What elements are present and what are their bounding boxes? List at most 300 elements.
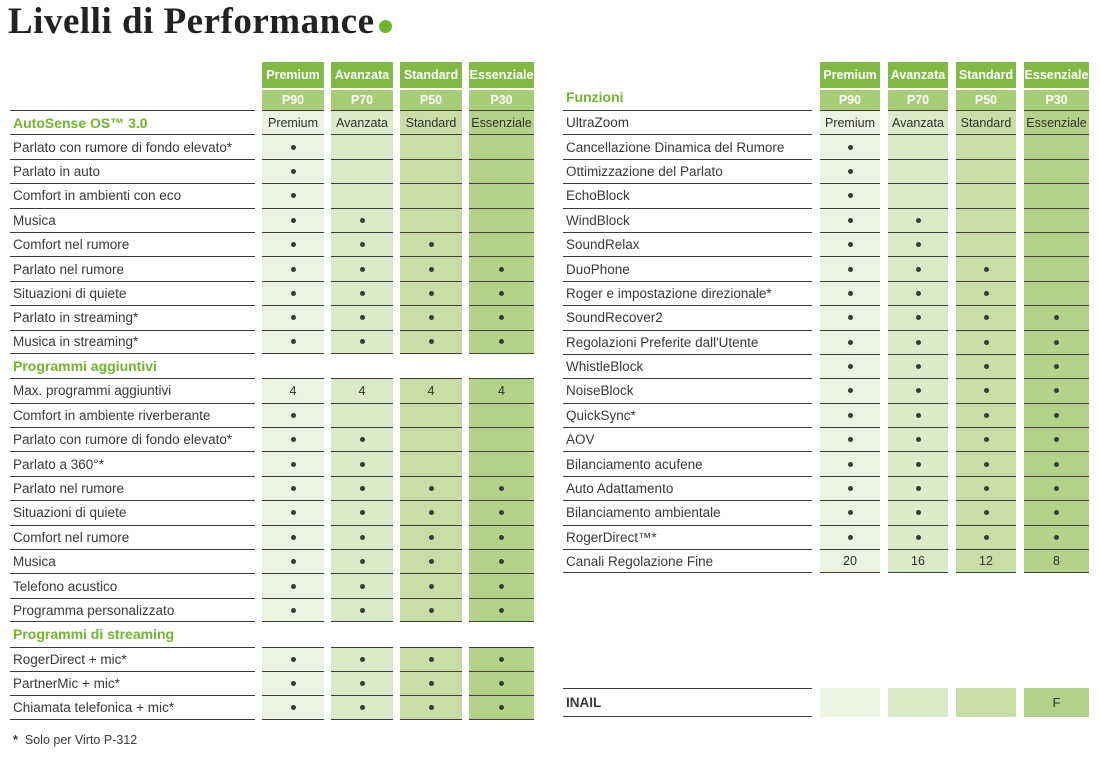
feature-cell	[820, 688, 880, 717]
feature-cell	[956, 525, 1016, 549]
availability-dot-icon	[429, 584, 434, 589]
availability-dot-icon	[360, 681, 365, 686]
availability-dot-icon	[499, 681, 504, 686]
feature-cell	[888, 427, 948, 451]
availability-dot-icon	[916, 535, 921, 540]
availability-dot-icon	[916, 364, 921, 369]
availability-dot-icon	[916, 242, 921, 247]
availability-dot-icon	[429, 559, 434, 564]
feature-cell	[888, 688, 948, 717]
table-row	[10, 451, 534, 475]
tier-header	[262, 62, 324, 110]
feature-cell	[400, 208, 462, 232]
table-row	[563, 525, 1089, 549]
availability-dot-icon	[916, 340, 921, 345]
tier-header	[956, 62, 1016, 110]
table-row	[563, 305, 1089, 329]
table-row	[10, 110, 534, 134]
feature-cell	[331, 159, 393, 183]
availability-dot-icon	[429, 535, 434, 540]
feature-cell	[331, 598, 393, 622]
feature-cell	[262, 476, 324, 500]
feature-cell	[1024, 208, 1089, 232]
tier-header	[331, 62, 393, 110]
row-label: Comfort nel rumore	[10, 525, 255, 549]
feature-cell: Essenziale	[469, 110, 534, 134]
availability-dot-icon	[360, 462, 365, 467]
availability-dot-icon	[984, 462, 989, 467]
feature-cell	[820, 403, 880, 427]
availability-dot-icon	[291, 535, 296, 540]
availability-dot-icon	[499, 584, 504, 589]
tier-name: Premium	[262, 62, 324, 88]
row-label: Comfort nel rumore	[10, 232, 255, 256]
feature-cell	[262, 695, 324, 719]
feature-cell	[400, 427, 462, 451]
availability-dot-icon	[429, 267, 434, 272]
row-label: AOV	[563, 427, 812, 451]
tier-name: Essenziale	[1024, 62, 1089, 88]
feature-cell	[400, 330, 462, 354]
feature-cell	[331, 525, 393, 549]
feature-cell	[888, 378, 948, 402]
availability-dot-icon	[848, 218, 853, 223]
row-label: WhistleBlock	[563, 354, 812, 378]
row-label: Chiamata telefonica + mic*	[10, 695, 255, 719]
feature-cell	[888, 183, 948, 207]
row-label: Telefono acustico	[10, 573, 255, 597]
availability-dot-icon	[360, 559, 365, 564]
feature-cell	[469, 451, 534, 475]
feature-cell	[956, 159, 1016, 183]
table-header-row	[10, 62, 534, 110]
feature-cell	[888, 354, 948, 378]
row-label: Canali Regolazione Fine	[563, 549, 812, 573]
feature-cell	[469, 403, 534, 427]
feature-cell	[1024, 451, 1089, 475]
feature-cell	[888, 256, 948, 280]
table-row	[10, 256, 534, 280]
feature-cell	[331, 695, 393, 719]
availability-dot-icon	[848, 364, 853, 369]
row-label: Musica	[10, 208, 255, 232]
feature-cell	[820, 281, 880, 305]
feature-cell	[469, 134, 534, 158]
table-row	[563, 549, 1089, 573]
feature-cell	[400, 671, 462, 695]
availability-dot-icon	[848, 486, 853, 491]
row-label: Parlato con rumore di fondo elevato*	[10, 134, 255, 158]
availability-dot-icon	[916, 315, 921, 320]
row-label: Comfort in ambienti con eco	[10, 183, 255, 207]
row-label: DuoPhone	[563, 256, 812, 280]
availability-dot-icon	[291, 584, 296, 589]
availability-dot-icon	[916, 267, 921, 272]
row-label: NoiseBlock	[563, 378, 812, 402]
feature-cell	[820, 232, 880, 256]
availability-dot-icon	[360, 267, 365, 272]
row-label: Ottimizzazione del Parlato	[563, 159, 812, 183]
feature-cell	[956, 183, 1016, 207]
feature-cell	[956, 305, 1016, 329]
availability-dot-icon	[848, 340, 853, 345]
feature-cell	[469, 232, 534, 256]
feature-cell	[400, 500, 462, 524]
table-row	[563, 232, 1089, 256]
availability-dot-icon	[916, 291, 921, 296]
feature-cell	[331, 451, 393, 475]
feature-cell	[400, 281, 462, 305]
availability-dot-icon	[360, 291, 365, 296]
row-label: Situazioni di quiete	[10, 500, 255, 524]
feature-cell	[262, 183, 324, 207]
feature-cell	[400, 159, 462, 183]
table-row	[563, 256, 1089, 280]
feature-cell	[469, 647, 534, 671]
availability-dot-icon	[291, 413, 296, 418]
table-row	[563, 500, 1089, 524]
table-row	[10, 232, 534, 256]
availability-dot-icon	[984, 364, 989, 369]
row-label: INAIL	[563, 688, 812, 717]
feature-cell	[1024, 134, 1089, 158]
row-label: Situazioni di quiete	[10, 281, 255, 305]
feature-cell	[469, 305, 534, 329]
feature-cell	[262, 671, 324, 695]
availability-dot-icon	[1054, 315, 1059, 320]
feature-cell	[400, 232, 462, 256]
feature-cell	[469, 330, 534, 354]
feature-cell	[469, 427, 534, 451]
feature-cell	[331, 549, 393, 573]
feature-cell	[888, 330, 948, 354]
feature-cell	[469, 159, 534, 183]
feature-cell	[331, 256, 393, 280]
table-row	[563, 330, 1089, 354]
availability-dot-icon	[360, 218, 365, 223]
tier-header	[820, 62, 880, 110]
availability-dot-icon	[429, 486, 434, 491]
feature-cell	[1024, 281, 1089, 305]
feature-cell	[956, 476, 1016, 500]
table-row	[563, 159, 1089, 183]
row-label: RogerDirect + mic*	[10, 647, 255, 671]
feature-cell	[820, 476, 880, 500]
feature-cell: Avanzata	[331, 110, 393, 134]
feature-cell	[820, 330, 880, 354]
tier-code: P90	[820, 90, 880, 110]
table-row	[10, 671, 534, 695]
availability-dot-icon	[360, 705, 365, 710]
performance-levels-table	[10, 62, 534, 720]
feature-cell	[331, 281, 393, 305]
availability-dot-icon	[291, 193, 296, 198]
feature-cell	[400, 647, 462, 671]
row-label: Musica in streaming*	[10, 330, 255, 354]
feature-cell	[331, 671, 393, 695]
table-row	[10, 281, 534, 305]
feature-cell	[1024, 427, 1089, 451]
feature-cell: 4	[469, 378, 534, 402]
availability-dot-icon	[291, 437, 296, 442]
table-row	[10, 647, 534, 671]
row-label: PartnerMic + mic*	[10, 671, 255, 695]
availability-dot-icon	[848, 291, 853, 296]
row-label: Roger e impostazione direzionale*	[563, 281, 812, 305]
feature-cell	[1024, 232, 1089, 256]
availability-dot-icon	[848, 413, 853, 418]
row-label: Auto Adattamento	[563, 476, 812, 500]
availability-dot-icon	[360, 657, 365, 662]
availability-dot-icon	[984, 486, 989, 491]
availability-dot-icon	[291, 145, 296, 150]
table-row	[10, 378, 534, 402]
feature-cell	[262, 427, 324, 451]
tier-code: P70	[888, 90, 948, 110]
tier-name: Standard	[956, 62, 1016, 88]
feature-cell: 4	[400, 378, 462, 402]
table-row	[10, 500, 534, 524]
feature-cell	[469, 525, 534, 549]
availability-dot-icon	[848, 437, 853, 442]
feature-cell	[262, 647, 324, 671]
feature-cell	[331, 427, 393, 451]
row-label: Musica	[10, 549, 255, 573]
tier-code: P30	[469, 90, 534, 110]
feature-cell	[956, 451, 1016, 475]
availability-dot-icon	[499, 339, 504, 344]
row-label: UltraZoom	[563, 110, 812, 134]
table-row	[563, 134, 1089, 158]
row-label: EchoBlock	[563, 183, 812, 207]
row-label: QuickSync*	[563, 403, 812, 427]
feature-cell	[331, 330, 393, 354]
feature-cell	[262, 549, 324, 573]
row-label: Max. programmi aggiuntivi	[10, 378, 255, 402]
availability-dot-icon	[848, 169, 853, 174]
tier-name: Avanzata	[331, 62, 393, 88]
feature-cell	[331, 208, 393, 232]
availability-dot-icon	[291, 681, 296, 686]
availability-dot-icon	[291, 486, 296, 491]
feature-cell	[469, 281, 534, 305]
table-row	[10, 354, 534, 378]
feature-cell	[469, 598, 534, 622]
availability-dot-icon	[429, 657, 434, 662]
availability-dot-icon	[360, 510, 365, 515]
row-label: Programma personalizzato	[10, 598, 255, 622]
section-title: Programmi di streaming	[13, 626, 175, 643]
feature-cell	[262, 330, 324, 354]
feature-cell	[469, 476, 534, 500]
row-label: Parlato nel rumore	[10, 256, 255, 280]
feature-cell	[262, 451, 324, 475]
table-row	[563, 688, 1089, 717]
feature-cell	[400, 476, 462, 500]
table-row	[10, 134, 534, 158]
row-label: Parlato a 360°*	[10, 451, 255, 475]
availability-dot-icon	[499, 267, 504, 272]
availability-dot-icon	[291, 339, 296, 344]
table-row	[563, 476, 1089, 500]
feature-cell	[400, 525, 462, 549]
availability-dot-icon	[984, 437, 989, 442]
availability-dot-icon	[848, 193, 853, 198]
row-label: Regolazioni Preferite dall'Utente	[563, 330, 812, 354]
row-label: Parlato con rumore di fondo elevato*	[10, 427, 255, 451]
availability-dot-icon	[984, 267, 989, 272]
availability-dot-icon	[499, 291, 504, 296]
availability-dot-icon	[1054, 437, 1059, 442]
tier-code: P90	[262, 90, 324, 110]
feature-cell	[888, 159, 948, 183]
feature-cell	[1024, 330, 1089, 354]
feature-cell	[956, 330, 1016, 354]
feature-cell	[262, 525, 324, 549]
feature-cell	[331, 573, 393, 597]
feature-cell	[956, 427, 1016, 451]
table-row	[563, 378, 1089, 402]
feature-cell	[820, 378, 880, 402]
feature-cell	[262, 573, 324, 597]
feature-cell	[469, 183, 534, 207]
availability-dot-icon	[360, 584, 365, 589]
feature-cell: 12	[956, 549, 1016, 573]
feature-cell	[956, 134, 1016, 158]
table-row	[10, 549, 534, 573]
feature-cell: 4	[262, 378, 324, 402]
tier-header	[469, 62, 534, 110]
availability-dot-icon	[916, 486, 921, 491]
availability-dot-icon	[916, 462, 921, 467]
availability-dot-icon	[360, 608, 365, 613]
feature-cell	[469, 208, 534, 232]
availability-dot-icon	[291, 267, 296, 272]
feature-cell	[469, 256, 534, 280]
feature-cell	[956, 232, 1016, 256]
availability-dot-icon	[984, 388, 989, 393]
tier-header	[888, 62, 948, 110]
availability-dot-icon	[984, 510, 989, 515]
feature-cell	[1024, 183, 1089, 207]
tier-name: Avanzata	[888, 62, 948, 88]
feature-cell	[262, 500, 324, 524]
feature-cell: 4	[331, 378, 393, 402]
feature-cell	[331, 134, 393, 158]
feature-cell	[1024, 476, 1089, 500]
feature-cell	[262, 403, 324, 427]
feature-cell: Standard	[400, 110, 462, 134]
availability-dot-icon	[360, 437, 365, 442]
feature-cell	[1024, 305, 1089, 329]
feature-cell: Essenziale	[1024, 110, 1089, 134]
feature-cell	[820, 256, 880, 280]
feature-cell	[400, 598, 462, 622]
availability-dot-icon	[916, 413, 921, 418]
feature-cell	[469, 573, 534, 597]
availability-dot-icon	[1054, 462, 1059, 467]
feature-cell	[956, 208, 1016, 232]
feature-cell	[331, 476, 393, 500]
feature-cell	[262, 159, 324, 183]
availability-dot-icon	[429, 608, 434, 613]
table-row	[563, 183, 1089, 207]
tier-header	[1024, 62, 1089, 110]
availability-dot-icon	[291, 169, 296, 174]
availability-dot-icon	[499, 535, 504, 540]
availability-dot-icon	[1054, 340, 1059, 345]
feature-cell	[1024, 354, 1089, 378]
feature-cell	[1024, 378, 1089, 402]
table-row	[10, 183, 534, 207]
availability-dot-icon	[1054, 535, 1059, 540]
tier-code: P70	[331, 90, 393, 110]
availability-dot-icon	[429, 681, 434, 686]
feature-cell	[956, 378, 1016, 402]
availability-dot-icon	[291, 315, 296, 320]
feature-cell	[888, 208, 948, 232]
availability-dot-icon	[984, 291, 989, 296]
tier-name: Standard	[400, 62, 462, 88]
feature-cell	[400, 549, 462, 573]
availability-dot-icon	[429, 242, 434, 247]
tier-header	[400, 62, 462, 110]
feature-cell	[888, 525, 948, 549]
availability-dot-icon	[848, 388, 853, 393]
row-label: RogerDirect™*	[563, 525, 812, 549]
availability-dot-icon	[984, 535, 989, 540]
page-title	[8, 0, 392, 43]
footnote	[13, 733, 137, 747]
table-row	[10, 695, 534, 719]
tier-name: Essenziale	[469, 62, 534, 88]
feature-cell	[1024, 159, 1089, 183]
table-row	[10, 476, 534, 500]
feature-cell	[1024, 403, 1089, 427]
feature-cell	[400, 573, 462, 597]
row-label: SoundRecover2	[563, 305, 812, 329]
feature-cell	[820, 134, 880, 158]
feature-cell	[820, 354, 880, 378]
row-label: Parlato in auto	[10, 159, 255, 183]
availability-dot-icon	[916, 437, 921, 442]
feature-cell: Standard	[956, 110, 1016, 134]
availability-dot-icon	[499, 486, 504, 491]
feature-cell	[262, 134, 324, 158]
availability-dot-icon	[1054, 510, 1059, 515]
availability-dot-icon	[1054, 413, 1059, 418]
availability-dot-icon	[291, 291, 296, 296]
feature-cell	[400, 134, 462, 158]
table-row	[10, 622, 534, 646]
availability-dot-icon	[848, 145, 853, 150]
feature-cell	[469, 671, 534, 695]
availability-dot-icon	[360, 339, 365, 344]
feature-cell	[888, 232, 948, 256]
feature-cell: Premium	[820, 110, 880, 134]
availability-dot-icon	[499, 608, 504, 613]
footnote-text: Solo per Virto P-312	[24, 733, 138, 747]
table-row	[10, 573, 534, 597]
availability-dot-icon	[848, 267, 853, 272]
feature-cell: 8	[1024, 549, 1089, 573]
availability-dot-icon	[291, 657, 296, 662]
title-dot-icon	[379, 20, 392, 33]
feature-cell	[331, 403, 393, 427]
row-label: Parlato in streaming*	[10, 305, 255, 329]
availability-dot-icon	[291, 242, 296, 247]
feature-cell	[262, 232, 324, 256]
